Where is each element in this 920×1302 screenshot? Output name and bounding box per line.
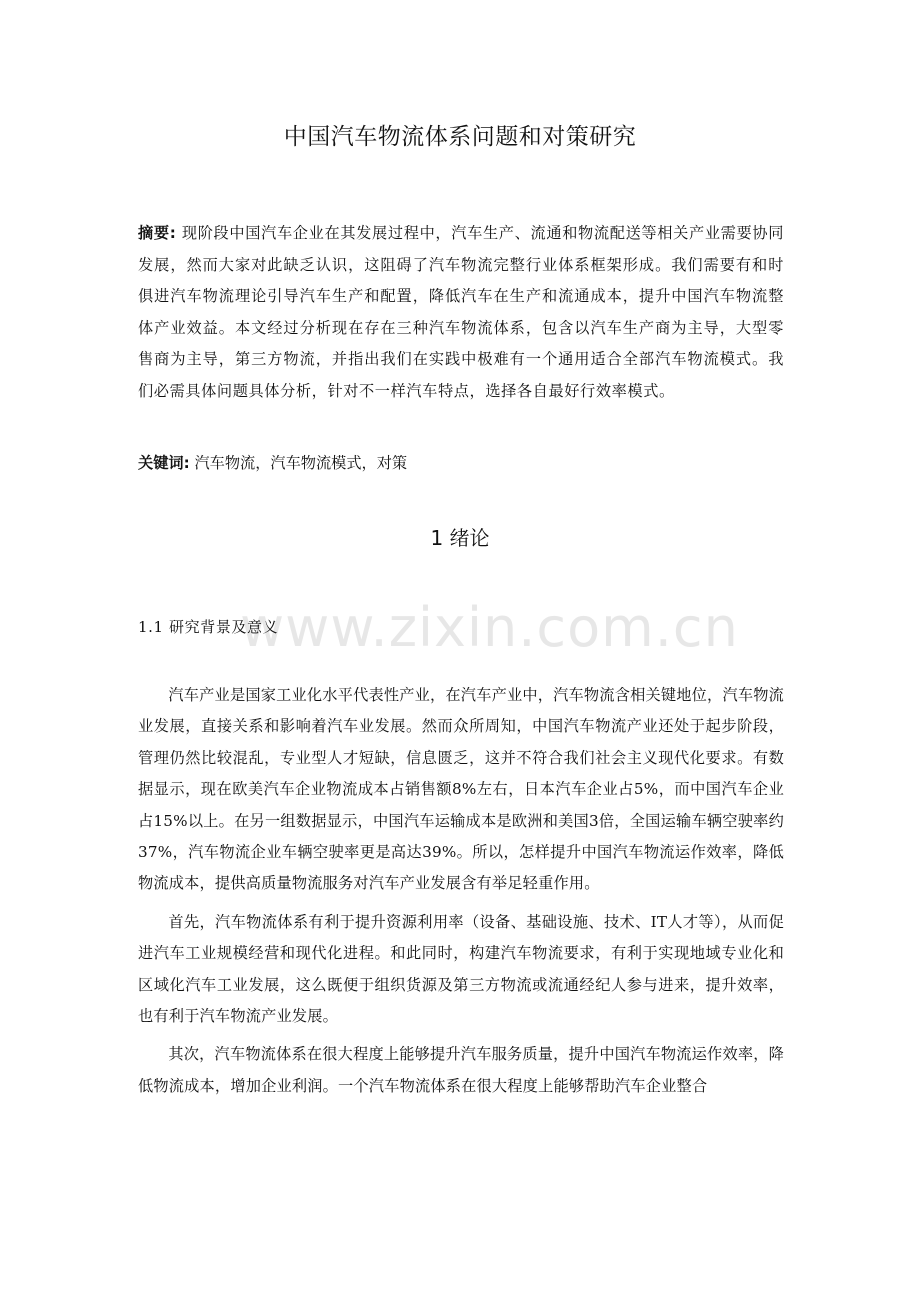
keywords-block xyxy=(138,448,784,480)
keywords-label: 关键词: xyxy=(138,454,190,472)
abstract-text: 现阶段中国汽车企业在其发展过程中，汽车生产、流通和物流配送等相关产业需要协同发展，然而大家对此缺乏认识，这阻碍了汽车物流完整行业体系框架形成。我们需要有和时俱进汽车物流理论引导汽车生产和配置，降低汽车在生产和流通成本，提升中国汽车物流整体产业效益。本文经过分析现在存在三种汽车物流体系，包含以汽车生产商为主导，大型零售商为主导，第三方物流，并指出我们在实践中极难有一个通用适合全部汽车物流模式。我们必需具体问题具体分析，针对不一样汽车特点，选择各自最好行效率模式。 xyxy=(138,224,784,400)
body-paragraph: 汽车产业是国家工业化水平代表性产业，在汽车产业中，汽车物流含相关键地位，汽车物流业发展，直接关系和影响着汽车业发展。然而众所周知，中国汽车物流产业还处于起步阶段，管理仍然比较混乱，专业型人才短缺，信息匮乏，这并不符合我们社会主义现代化要求。有数据显示，现在欧美汽车企业物流成本占销售额8%左右，日本汽车企业占5%，而中国汽车企业占15%以上。在另一组数据显示，中国汽车运输成本是欧洲和美国3倍，全国运输车辆空驶率约37%，汽车物流企业车辆空驶率更是高达39%。所以，怎样提升中国汽车物流运作效率，降低物流成本，提供高质量物流服务对汽车产业发展含有举足轻重作用。 xyxy=(138,686,784,893)
keywords-text: 汽车物流，汽车物流模式，对策 xyxy=(189,454,408,472)
abstract-label: 摘要: xyxy=(138,224,177,242)
body-paragraph: 其次，汽车物流体系在很大程度上能够提升汽车服务质量，提升中国汽车物流运作效率，降低物流成本，增加企业利润。一个汽车物流体系在很大程度上能够帮助汽车企业整合 xyxy=(138,1045,784,1095)
document-title: 中国汽车物流体系问题和对策研究 xyxy=(283,124,637,150)
abstract-block xyxy=(138,218,784,407)
body-text xyxy=(138,680,784,1109)
chapter-heading: 1 绪论 xyxy=(430,526,490,550)
section-heading: 1.1 研究背景及意义 xyxy=(138,618,279,636)
body-paragraph: 首先，汽车物流体系有利于提升资源利用率（设备、基础设施、技术、IT人才等），从而促进汽车工业规模经营和现代化进程。和此同时，构建汽车物流要求，有利于实现地域专业化和区域化汽车工业发展，这么既便于组织货源及第三方物流或流通经纪人参与进来，提升效率，也有利于汽车物流产业发展。 xyxy=(138,912,784,1026)
watermark: www.zixin.com.cn xyxy=(240,596,739,659)
